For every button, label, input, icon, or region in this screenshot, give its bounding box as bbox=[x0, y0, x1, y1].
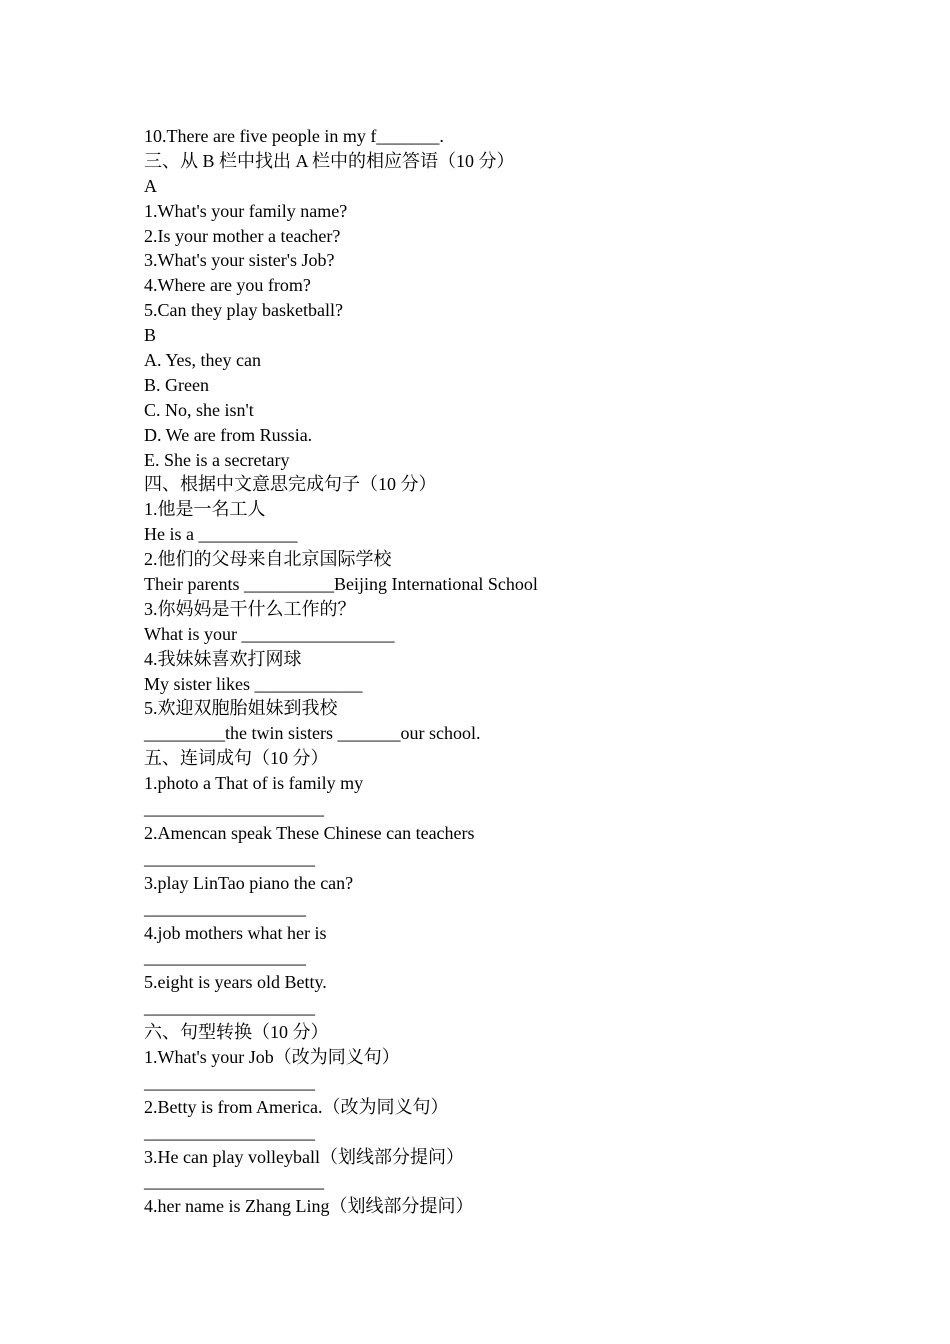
text-line: 4.我妹妹喜欢打网球 bbox=[144, 648, 302, 669]
text-line: D. We are from Russia. bbox=[144, 424, 313, 445]
text-line: 2.他们的父母来自北京国际学校 bbox=[144, 549, 392, 570]
text-line: A bbox=[144, 175, 157, 196]
text-line: C. No, she isn't bbox=[144, 399, 254, 420]
text-line: 5.Can they play basketball? bbox=[144, 300, 343, 321]
answer-blank: __________________ bbox=[144, 947, 306, 968]
text-line: B. Green bbox=[144, 374, 209, 395]
text-line: 4.job mothers what her is bbox=[144, 922, 327, 943]
text-line: 4.Where are you from? bbox=[144, 275, 311, 296]
section-heading: 三、从 B 栏中找出 A 栏中的相应答语（10 分） bbox=[144, 150, 515, 171]
answer-blank: __________________ bbox=[144, 897, 306, 918]
text-line: 10.There are five people in my f_______. bbox=[144, 126, 444, 146]
text-line: 4.her name is Zhang Ling（划线部分提问） bbox=[144, 1196, 474, 1217]
answer-blank: ____________________ bbox=[144, 798, 324, 819]
text-line: My sister likes ____________ bbox=[144, 673, 363, 694]
text-line: Their parents __________Beijing International School bbox=[144, 574, 538, 595]
document-body bbox=[144, 124, 844, 1219]
answer-blank: ___________________ bbox=[144, 997, 315, 1018]
text-line: 5.欢迎双胞胎姐妹到我校 bbox=[144, 698, 338, 719]
text-line: _________the twin sisters _______our school. bbox=[144, 723, 481, 744]
text-line: 5.eight is years old Betty. bbox=[144, 972, 327, 993]
text-line: What is your _________________ bbox=[144, 623, 395, 644]
text-line: He is a ___________ bbox=[144, 524, 298, 545]
text-line: A. Yes, they can bbox=[144, 350, 261, 371]
text-line: 3.He can play volleyball（划线部分提问） bbox=[144, 1146, 464, 1167]
text-line: 1.photo a That of is family my bbox=[144, 773, 364, 794]
text-line: 3.What's your sister's Job? bbox=[144, 250, 335, 271]
text-line: 2.Amencan speak These Chinese can teachers bbox=[144, 822, 475, 843]
section-heading: 四、根据中文意思完成句子（10 分） bbox=[144, 474, 437, 495]
section-heading: 五、连词成句（10 分） bbox=[144, 748, 329, 769]
text-line: 2.Is your mother a teacher? bbox=[144, 225, 341, 246]
answer-blank: ____________________ bbox=[144, 1171, 324, 1192]
text-line: 1.What's your Job（改为同义句） bbox=[144, 1046, 400, 1067]
section-heading: 六、句型转换（10 分） bbox=[144, 1022, 329, 1043]
answer-blank: ___________________ bbox=[144, 1071, 315, 1092]
answer-blank: ___________________ bbox=[144, 847, 315, 868]
text-line: B bbox=[144, 325, 157, 346]
text-line: 1.What's your family name? bbox=[144, 200, 348, 221]
text-line: 1.他是一名工人 bbox=[144, 499, 266, 520]
answer-blank: ___________________ bbox=[144, 1121, 315, 1142]
text-line: E. She is a secretary bbox=[144, 449, 290, 470]
text-line: 3.play LinTao piano the can? bbox=[144, 872, 354, 893]
text-line: 2.Betty is from America.（改为同义句） bbox=[144, 1096, 449, 1117]
text-line: 3.你妈妈是干什么工作的？ bbox=[144, 598, 356, 619]
